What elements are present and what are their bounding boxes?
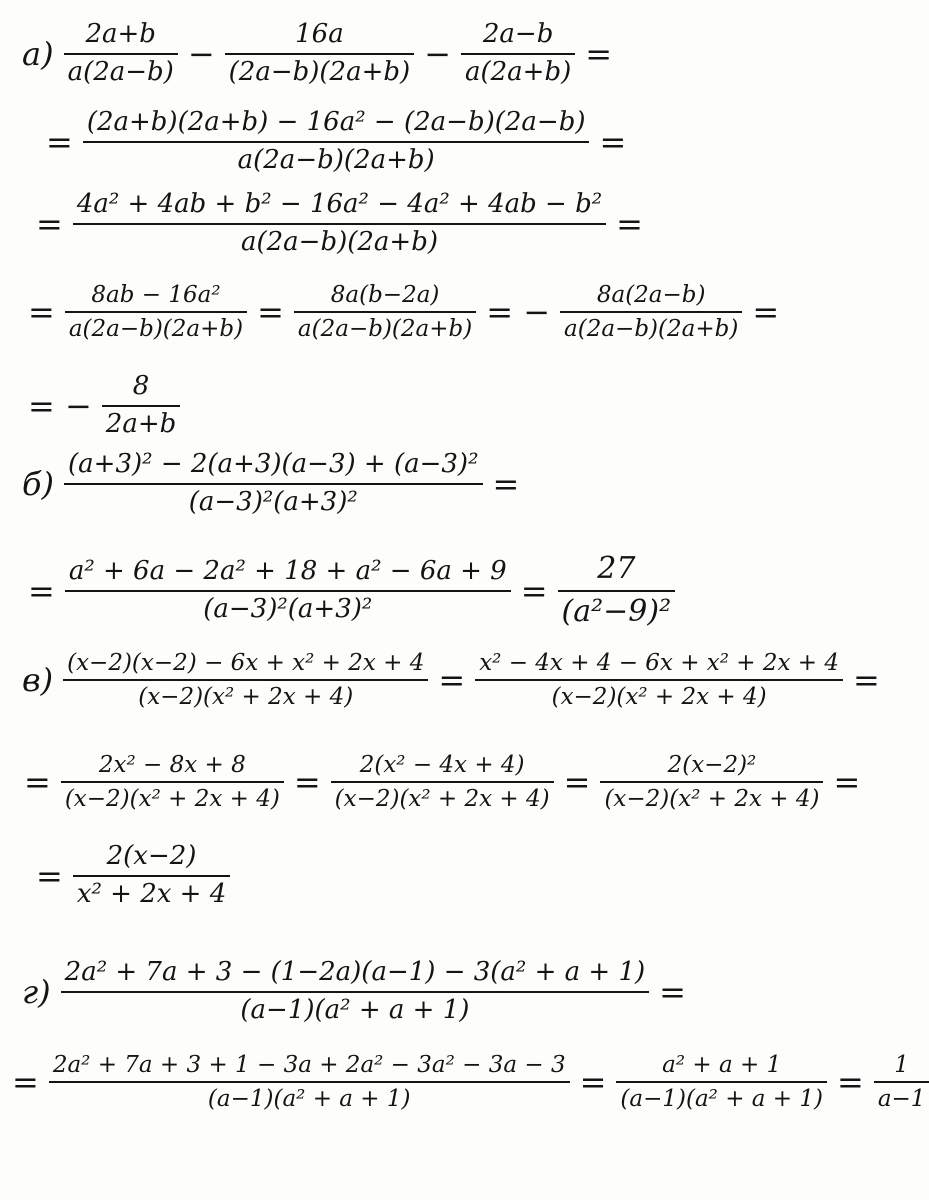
numerator: 16a [295,19,344,49]
numerator: 1 [894,1052,909,1078]
operator: − [424,34,451,73]
fraction [600,752,823,813]
numerator: 8 [132,371,150,401]
problem-d-line-1 [22,958,692,1026]
numerator: 2(x−2)² [667,752,757,778]
fraction-bar [64,53,178,55]
fraction-bar [560,311,742,313]
equals-sign: = [659,972,686,1011]
denominator: a−1 [877,1086,926,1113]
operator: − [187,34,215,73]
numerator: (2a+b)(2a+b) − 16a² − (2a−b)(2a−b) [86,107,586,137]
fraction-bar [73,875,230,877]
problem-a-line-3 [30,190,649,258]
denominator: (a−1)(a² + a + 1) [240,994,470,1025]
equals-sign: = [28,571,55,610]
equals-sign: = [853,661,880,700]
fraction-bar [475,679,843,681]
numerator: 2a−b [482,19,554,49]
numerator: 4a² + 4ab + b² − 16a² − 4a² + 4ab − b² [76,189,603,219]
equals-sign: = [579,1063,607,1102]
fraction-bar [294,311,476,313]
problem-c-label: в) [22,661,54,700]
equals-sign: = [438,661,466,700]
equals-sign: = [837,1063,864,1102]
fraction [331,752,554,813]
numerator: 2a+b [85,19,156,49]
numerator: 2a² + 7a + 3 − (1−2a)(a−1) − 3(a² + a + 1) [64,957,646,987]
fraction-bar [61,991,650,993]
equals-sign: = [752,293,780,332]
fraction [73,842,230,910]
denominator: a(2a−b) [67,56,174,87]
numerator: 8a(b−2a) [330,282,440,308]
fraction-bar [600,781,823,783]
equals-sign: = [585,34,613,73]
fraction-bar [49,1081,570,1083]
numerator: 27 [597,551,636,586]
fraction-bar [225,53,415,55]
fraction [874,1052,929,1113]
denominator: a(2a+b) [464,56,572,87]
fraction [65,557,511,625]
equals-sign: = [492,464,520,503]
fraction [616,1052,827,1113]
denominator: (x−2)(x² + 2x + 4) [604,786,820,813]
problem-a-line-2 [40,108,632,176]
equals-sign: = [36,856,63,895]
fraction [102,372,180,440]
equals-sign: = [257,293,284,332]
problem-c-line-1 [22,650,886,711]
equals-sign: = [563,763,591,802]
denominator: (x−2)(x² + 2x + 4) [138,684,354,711]
fraction [294,282,476,343]
fraction-bar [874,1081,929,1083]
equals-sign: = [24,763,51,802]
denominator: (x−2)(x² + 2x + 4) [551,684,767,711]
problem-d-line-2 [6,1052,929,1113]
equals-minus-sign: = − [486,293,551,332]
equals-sign: = [293,763,321,802]
denominator: (a²−9)² [561,593,672,629]
equals-sign: = [36,204,63,243]
fraction [560,282,742,343]
denominator: (a−3)²(a+3)² [203,593,373,624]
problem-a-line-4 [22,282,785,343]
numerator: x² − 4x + 4 − 6x + x² + 2x + 4 [479,650,840,676]
fraction-bar [616,1081,827,1083]
fraction [225,20,415,88]
fraction-bar [331,781,554,783]
fraction [461,20,575,88]
problem-c-line-2 [18,752,866,813]
numerator: a² + a + 1 [662,1052,782,1078]
fraction [558,552,676,629]
numerator: 2a² + 7a + 3 + 1 − 3a + 2a² − 3a² − 3a − 3 [52,1052,566,1078]
fraction-bar [83,141,590,143]
fraction [61,958,650,1026]
denominator: a(2a−b)(2a+b) [240,226,438,257]
denominator: (a−3)²(a+3)² [188,486,358,517]
equals-sign: = [46,122,73,161]
denominator: 2a+b [105,408,177,439]
fraction [64,20,178,88]
problem-a-label: а) [22,34,54,73]
numerator: 2(x−2) [106,841,197,871]
problem-b-label: б) [22,464,55,503]
equals-sign: = [28,293,55,332]
problem-b-line-1 [22,450,525,518]
numerator: 8ab − 16a² [91,282,221,308]
denominator: a(2a−b)(2a+b) [564,316,739,343]
equals-sign: = [520,571,548,610]
numerator: (a+3)² − 2(a+3)(a−3) + (a−3)² [68,449,479,479]
fraction-bar [461,53,575,55]
numerator: 8a(2a−b) [596,282,706,308]
equals-sign: = [12,1063,39,1102]
problem-d-label: г) [22,972,51,1011]
fraction [61,752,284,813]
fraction-bar [102,405,180,407]
fraction [49,1052,570,1113]
problem-c-line-3 [30,842,234,910]
fraction [64,450,482,518]
numerator: a² + 6a − 2a² + 18 + a² − 6a + 9 [68,555,507,586]
fraction [83,108,590,176]
fraction-bar [61,781,284,783]
fraction [475,650,843,711]
fraction-bar [64,483,482,485]
fraction-bar [558,590,676,592]
denominator: x² + 2x + 4 [76,878,227,909]
fraction-bar [65,590,511,592]
denominator: a(2a−b)(2a+b) [68,316,244,343]
denominator: a(2a−b)(2a+b) [297,316,473,343]
fraction-bar [63,679,428,681]
denominator: (a−1)(a² + a + 1) [207,1086,411,1113]
fraction-bar [73,223,606,225]
denominator: a(2a−b)(2a+b) [237,144,435,175]
fraction [65,282,247,343]
fraction [73,190,606,258]
equals-minus-sign: = − [28,386,92,425]
numerator: (x−2)(x−2) − 6x + x² + 2x + 4 [67,650,425,676]
fraction-bar [65,311,247,313]
numerator: 2x² − 8x + 8 [98,752,246,778]
problem-a-line-1 [22,20,618,88]
denominator: (2a−b)(2a+b) [228,56,411,87]
fraction [63,650,428,711]
denominator: (x−2)(x² + 2x + 4) [334,786,550,813]
problem-a-line-5 [22,372,184,440]
equals-sign: = [833,763,861,802]
denominator: (a−1)(a² + a + 1) [620,1086,823,1113]
numerator: 2(x² − 4x + 4) [359,752,525,778]
problem-b-line-2 [22,552,679,629]
denominator: (x−2)(x² + 2x + 4) [64,786,280,813]
equals-sign: = [616,204,643,243]
equals-sign: = [599,122,627,161]
